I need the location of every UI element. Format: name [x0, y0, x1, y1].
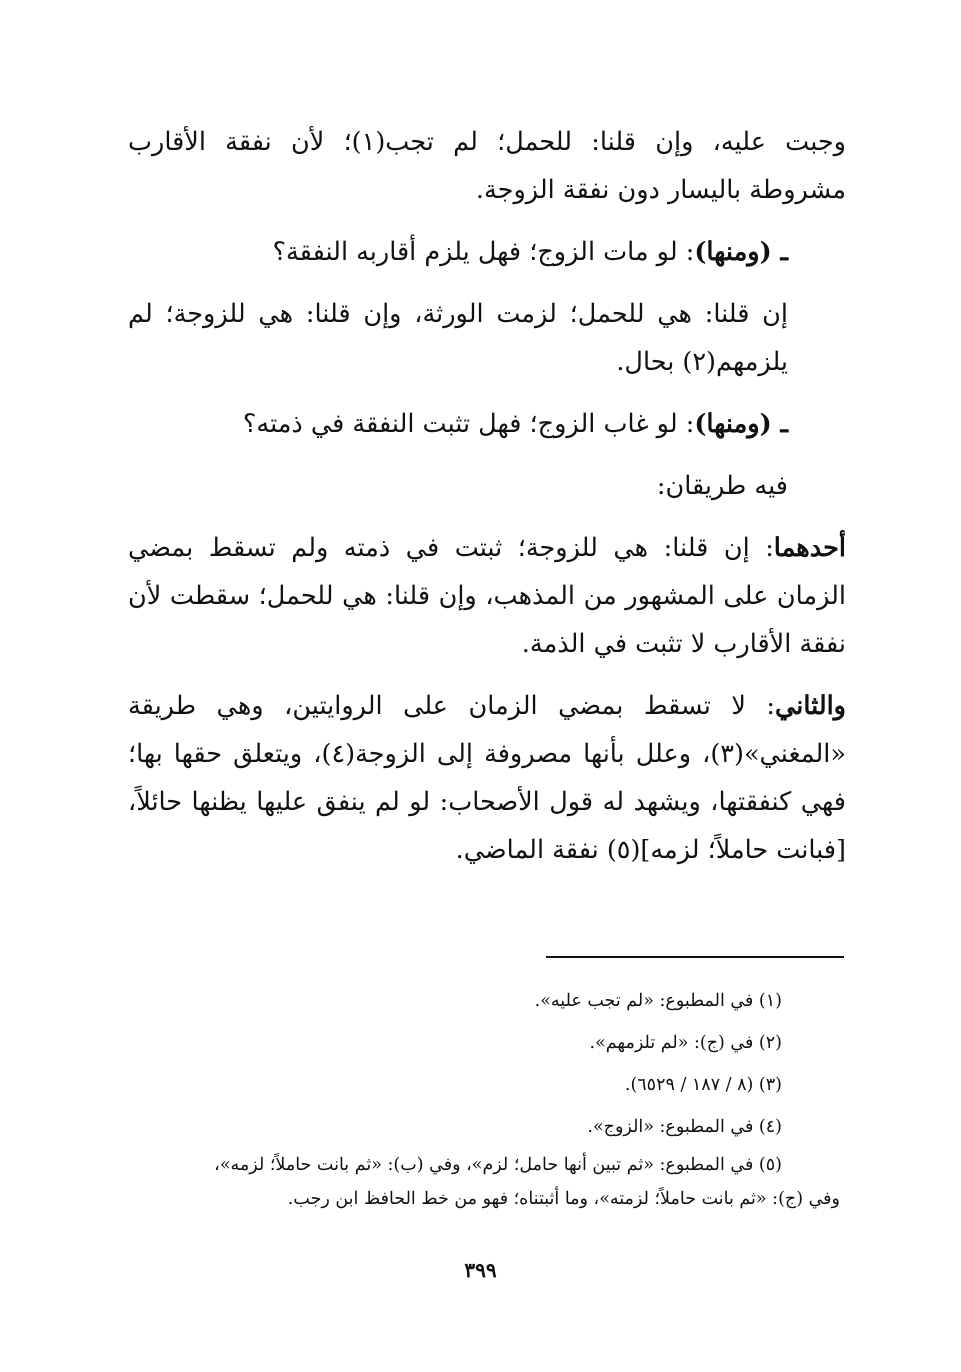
footnote-5-line-1: (٥) في المطبوع: «ثم تبين أنها حامل؛ لزم»، وفي (ب): «ثم بانت حاملاً؛ لزمه»، [214, 1155, 782, 1175]
footnote-4: (٤) في المطبوع: «الزوج». [587, 1117, 782, 1137]
paragraph-lead: أحدهما [773, 533, 846, 563]
paragraph-text: : لا تسقط بمضي الزمان على الروايتين، وهي طريقة «المغني»(٣)، وعلل بأنها مصروفة إلى الزوجة(٤)، ويتعلق حقها بها؛ فهي كنفقتها، ويشهد له قول الأصحاب: لو لم ينفق عليها يظنها حائلاً، [فبانت حاملاً؛ لزمه](٥) نفقة الماضي. [128, 691, 846, 865]
footnote-1: (١) في المطبوع: «لم تجب عليه». [534, 991, 782, 1011]
paragraph-lead: والثاني [775, 691, 846, 721]
page-number: ٣٩٩ [464, 1258, 497, 1282]
main-text [128, 118, 846, 888]
paragraph-issue-death [128, 228, 846, 276]
paragraph-text: وجبت عليه، وإن قلنا: للحمل؛ لم تجب(١)؛ لأن نفقة الأقارب مشروطة باليسار دون نفقة الزوجة. [128, 127, 846, 205]
footnotes [128, 980, 846, 1216]
footnote-separator [546, 956, 844, 958]
paragraph-two-ways [128, 462, 846, 510]
paragraph-continuation [128, 118, 846, 214]
footnote-5-line-2: وفي (ج): «ثم بانت حاملاً؛ لزمته»، وما أثبتناه؛ فهو من خط الحافظ ابن رجب. [287, 1189, 840, 1209]
footnote-2: (٢) في (ج): «لم تلزمهم». [589, 1033, 782, 1053]
paragraph-lead: ـ (ومنها) [694, 237, 788, 267]
paragraph-answer-death [128, 290, 846, 386]
paragraph-text: فيه طريقان: [656, 471, 788, 501]
paragraph-text: إن قلنا: هي للحمل؛ لزمت الورثة، وإن قلنا: هي للزوجة؛ لم يلزمهم(٢) بحال. [128, 299, 788, 377]
paragraph-text: : لو غاب الزوج؛ فهل تثبت النفقة في ذمته؟ [242, 409, 695, 439]
paragraph-issue-absence [128, 400, 846, 448]
paragraph-text: : إن قلنا: هي للزوجة؛ ثبتت في ذمته ولم تسقط بمضي الزمان على المشهور من المذهب، وإن قلنا: هي للحمل؛ سقطت لأن نفقة الأقارب لا تثبت في الذمة. [128, 533, 846, 659]
paragraph-first-way [128, 524, 846, 668]
paragraph-second-way [128, 682, 846, 874]
paragraph-text: : لو مات الزوج؛ فهل يلزم أقاربه النفقة؟ [272, 237, 695, 267]
paragraph-lead: ـ (ومنها) [694, 409, 788, 439]
footnote-3: (٣) (٨ / ١٨٧ / ٦٥٢٩). [624, 1075, 782, 1095]
